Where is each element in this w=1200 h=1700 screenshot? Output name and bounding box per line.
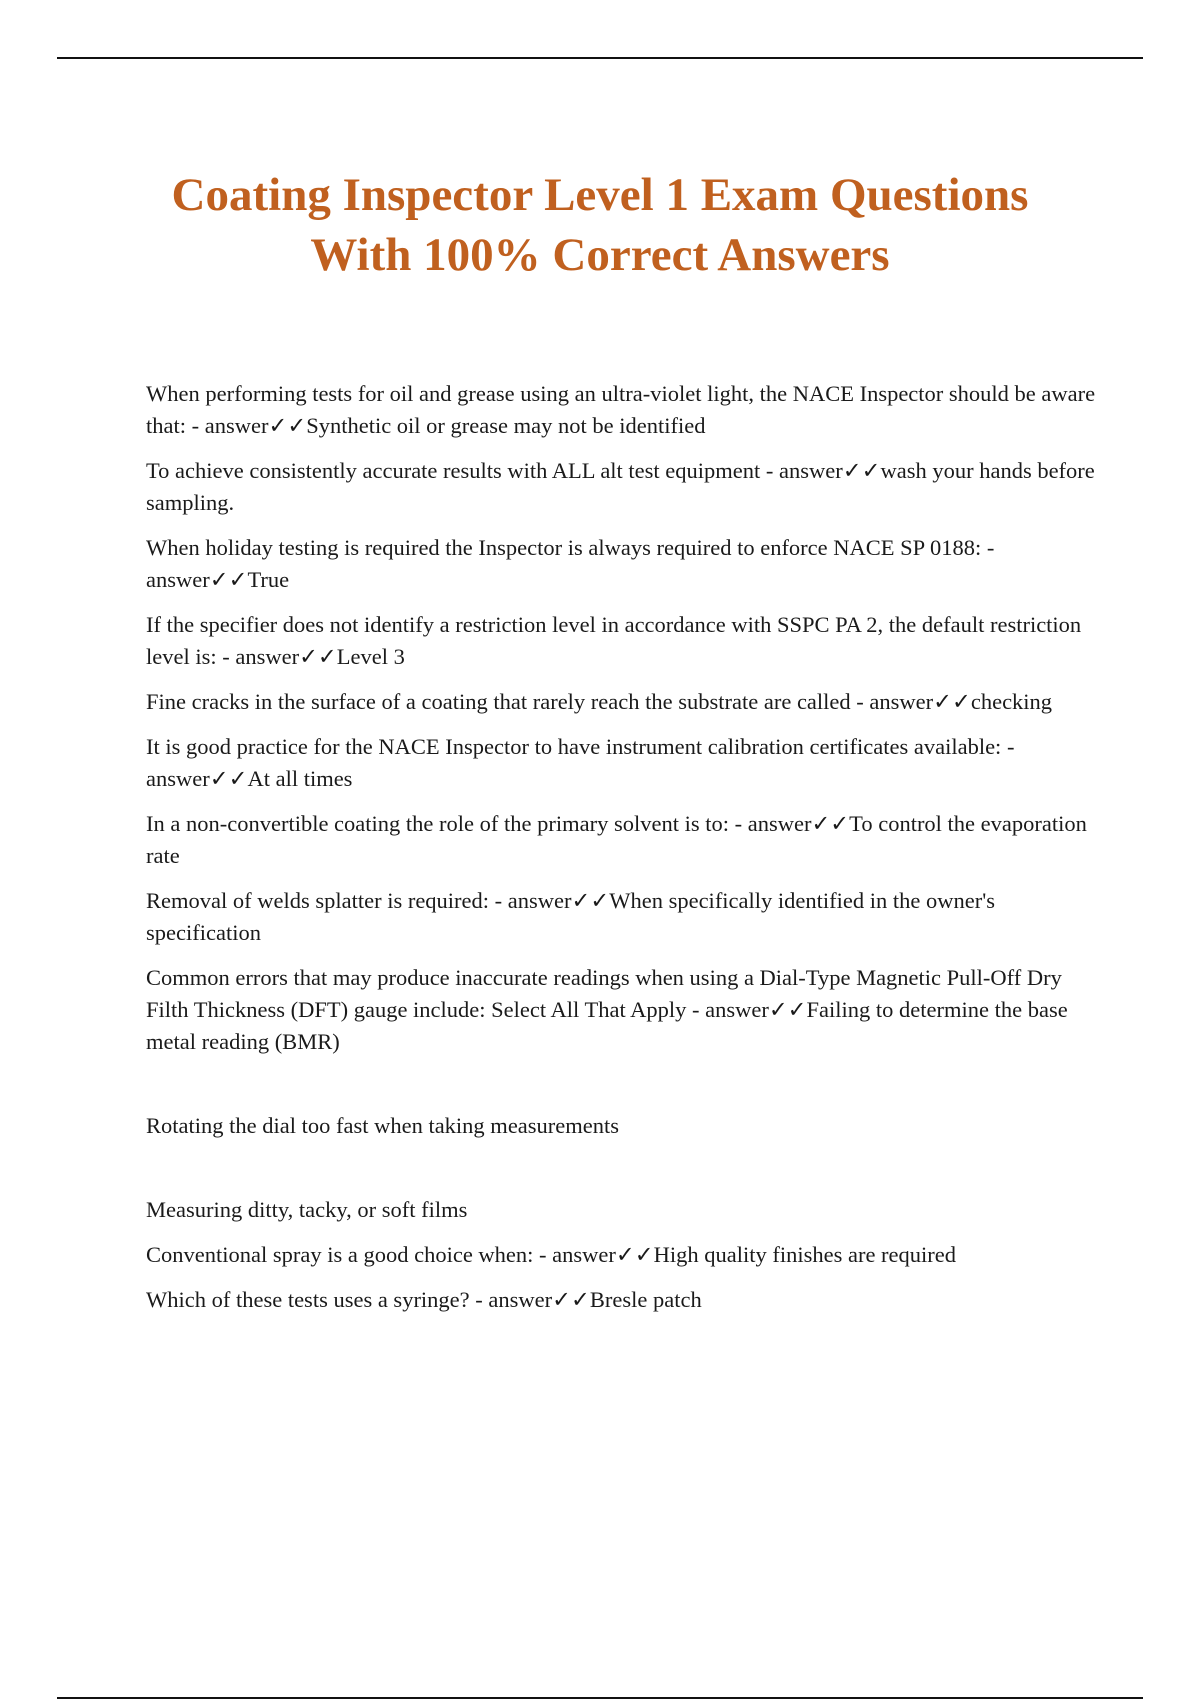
question-text: When holiday testing is required the Inspector is always required to enforce NACE SP 0188: bbox=[146, 535, 982, 560]
answer-separator: - answer bbox=[216, 644, 300, 669]
answer-separator: - answer bbox=[146, 535, 995, 592]
question-text: Removal of welds splatter is required: bbox=[146, 888, 490, 913]
checkmark-icon: ✓✓ bbox=[842, 458, 881, 483]
answer-text: True bbox=[247, 567, 290, 592]
checkmark-icon: ✓✓ bbox=[768, 997, 807, 1022]
question-text: In a non-convertible coating the role of the primary solvent is to: bbox=[146, 811, 729, 836]
document-title bbox=[57, 165, 1143, 285]
question-text: If the specifier does not identify a restriction level in accordance with SSPC PA 2, the default restriction level is: bbox=[146, 612, 1082, 669]
answer-separator: - answer bbox=[850, 689, 934, 714]
question-text: Common errors that may produce inaccurate readings when using a Dial-Type Magnetic Pull-Off Dry Filth Thickness (DFT) gauge include: Select All That Apply bbox=[146, 965, 1062, 1022]
checkmark-icon: ✓✓ bbox=[811, 811, 850, 836]
answer-option-line: Measuring ditty, tacky, or soft films bbox=[146, 1197, 468, 1222]
answer-text: wash your hands before sampling. bbox=[146, 458, 1095, 515]
question-text: When performing tests for oil and grease using an ultra-violet light, the NACE Inspector should be aware that: bbox=[146, 381, 1096, 438]
checkmark-icon: ✓✓ bbox=[209, 766, 248, 791]
qa-item-5 bbox=[146, 686, 1096, 718]
answer-separator: - answer bbox=[146, 734, 1015, 791]
answer-text: Failing to determine the base metal reading (BMR) bbox=[146, 997, 1068, 1054]
answer-separator: - answer bbox=[760, 458, 843, 483]
qa-item-7 bbox=[146, 808, 1096, 872]
answer-text: Level 3 bbox=[336, 644, 405, 669]
answer-separator: - answer bbox=[186, 413, 269, 438]
answer-text: Bresle patch bbox=[589, 1287, 702, 1312]
checkmark-icon: ✓✓ bbox=[571, 888, 610, 913]
answer-text: checking bbox=[970, 689, 1053, 714]
checkmark-icon: ✓✓ bbox=[268, 413, 307, 438]
qa-item-2 bbox=[146, 455, 1096, 519]
bottom-rule bbox=[57, 1697, 1143, 1699]
question-text: It is good practice for the NACE Inspector to have instrument calibration certificates available: bbox=[146, 734, 1002, 759]
qa-item-10 bbox=[146, 1239, 1096, 1271]
question-text: Conventional spray is a good choice when: bbox=[146, 1242, 534, 1267]
answer-text: High quality finishes are required bbox=[653, 1242, 957, 1267]
answer-separator: - answer bbox=[686, 997, 769, 1022]
answer-text: At all times bbox=[247, 766, 353, 791]
answer-text: To control the evaporation rate bbox=[146, 811, 1087, 868]
checkmark-icon: ✓✓ bbox=[933, 689, 971, 714]
qa-item-1 bbox=[146, 378, 1096, 442]
qa-item-9 bbox=[146, 962, 1096, 1058]
answer-separator: - answer bbox=[489, 888, 572, 913]
question-text: Which of these tests uses a syringe? bbox=[146, 1287, 470, 1312]
checkmark-icon: ✓✓ bbox=[209, 567, 248, 592]
qa-list bbox=[146, 378, 1096, 1329]
top-rule bbox=[57, 57, 1143, 59]
checkmark-icon: ✓✓ bbox=[552, 1287, 590, 1312]
qa-item-4 bbox=[146, 609, 1096, 673]
checkmark-icon: ✓✓ bbox=[615, 1242, 654, 1267]
qa-item-3 bbox=[146, 532, 1096, 596]
answer-separator: - answer bbox=[728, 811, 812, 836]
title-line-2: With 100% Correct Answers bbox=[310, 229, 890, 281]
qa-item-6 bbox=[146, 731, 1096, 795]
question-text: To achieve consistently accurate results with ALL alt test equipment bbox=[146, 458, 761, 483]
checkmark-icon: ✓✓ bbox=[299, 644, 337, 669]
answer-separator: - answer bbox=[533, 1242, 616, 1267]
qa-item-11 bbox=[146, 1284, 1096, 1316]
answer-text: When specifically identified in the owner's specification bbox=[146, 888, 996, 945]
answer-text: Synthetic oil or grease may not be identified bbox=[306, 413, 706, 438]
answer-option-line: Rotating the dial too fast when taking measurements bbox=[146, 1113, 620, 1138]
qa-item-8 bbox=[146, 885, 1096, 949]
title-line-1: Coating Inspector Level 1 Exam Questions bbox=[171, 169, 1029, 221]
question-text: Fine cracks in the surface of a coating that rarely reach the substrate are called bbox=[146, 689, 851, 714]
answer-separator: - answer bbox=[469, 1287, 553, 1312]
